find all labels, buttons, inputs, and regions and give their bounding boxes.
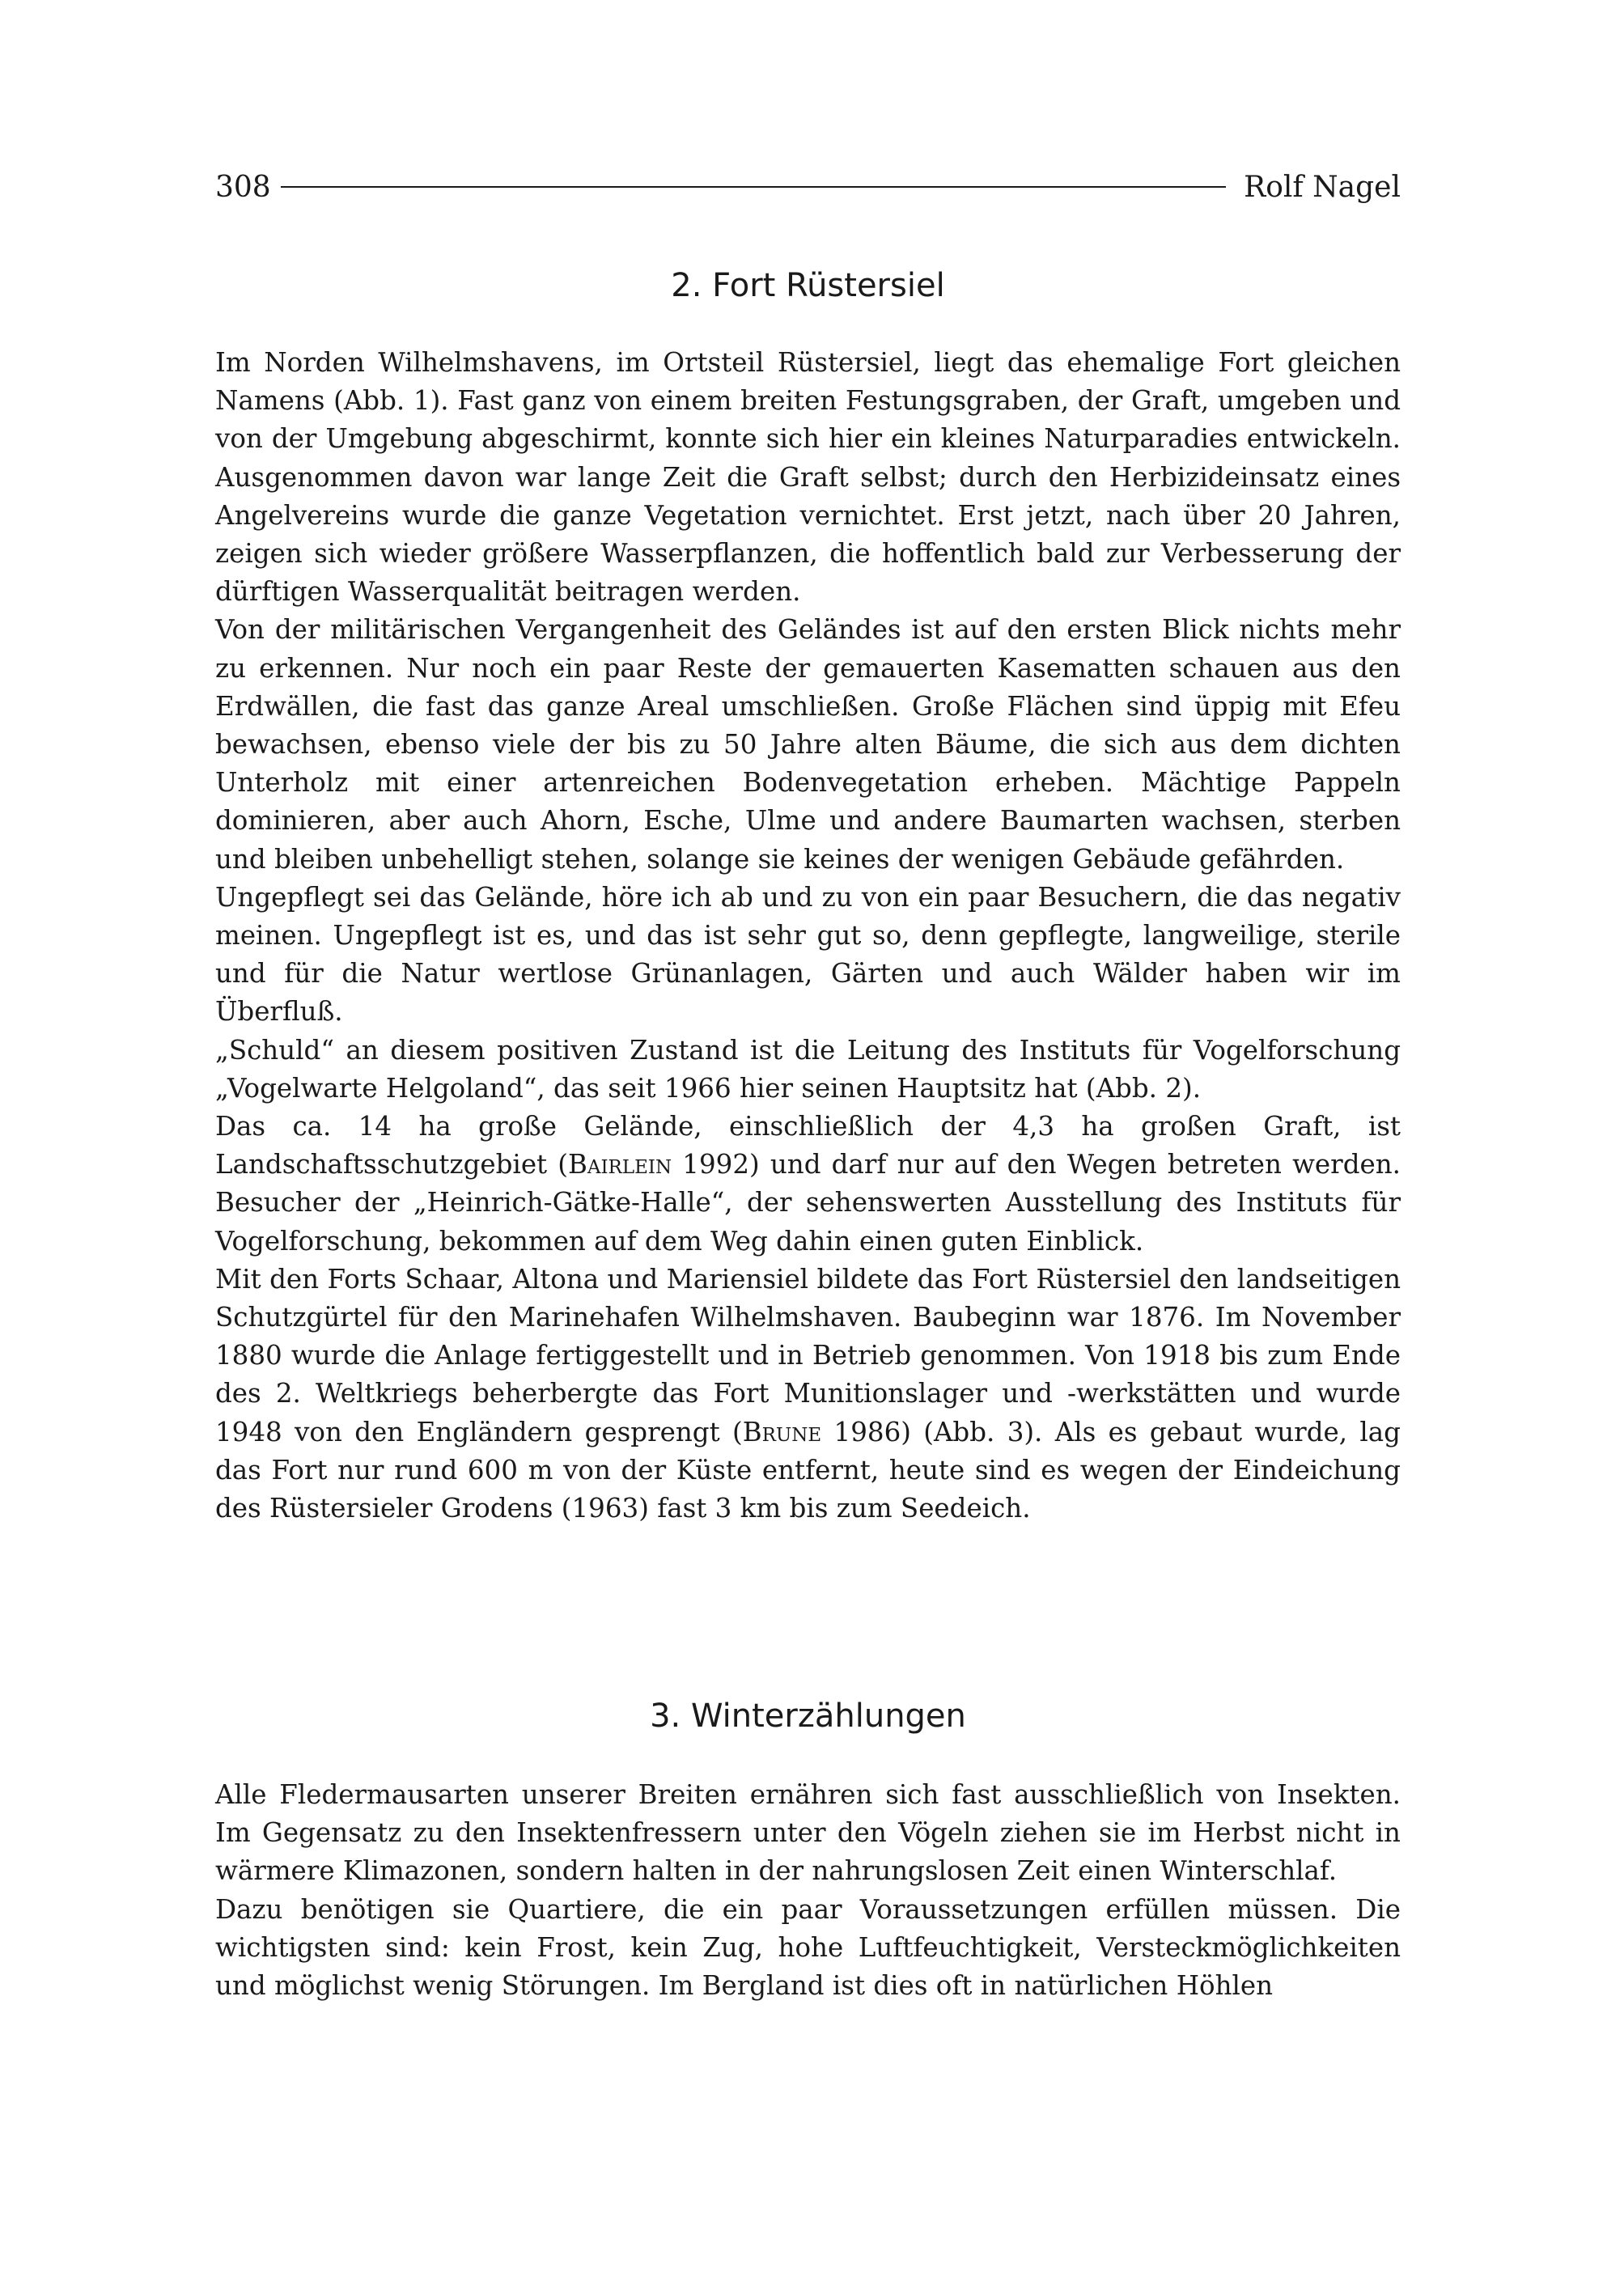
section-body-fort-ruestersiel xyxy=(215,344,1401,1528)
citation-author: Brune xyxy=(742,1416,822,1447)
paragraph: Dazu benötigen sie Quartiere, die ein paar Voraussetzungen erfüllen müssen. Die wichtigsten sind: kein Frost, kein Zug, hohe Luftfeuchtigkeit, Versteckmöglichkeiten und möglichst wenig Störungen. Im Bergland ist dies oft in natürlichen Höhlen xyxy=(215,1893,1401,2002)
author-name: Rolf Nagel xyxy=(1244,170,1401,204)
paragraph-text: Das ca. 14 ha große Gelände, einschließlich der 4,3 ha großen Graft, ist Landschaftsschutzgebiet ( xyxy=(215,1111,1401,1180)
section-heading-fort-ruestersiel: 2. Fort Rüstersiel xyxy=(671,267,945,304)
citation-author: Bairlein xyxy=(567,1149,672,1180)
paragraph-text: 1992) und darf nur auf den Wegen betreten werden. Besucher der „Heinrich-Gätke-Halle“, der sehenswerten Ausstellung des Instituts für Vogelforschung, bekommen auf dem Weg dahin einen guten Einblick. xyxy=(215,1149,1401,1257)
header-rule xyxy=(281,186,1226,188)
running-head xyxy=(215,167,1401,207)
paragraph: Alle Fledermausarten unserer Breiten ernähren sich fast ausschließlich von Insekten. Im Gegensatz zu den Insektenfressern unter den Vögeln ziehen sie im Herbst nicht in wärmere Klimazonen, sondern halten in der nahrungslosen Zeit einen Winterschlaf. xyxy=(215,1779,1401,1887)
paragraph-with-citation xyxy=(215,1108,1401,1261)
paragraph: Von der militärischen Vergangenheit des Geländes ist auf den ersten Blick nichts mehr zu erkennen. Nur noch ein paar Reste der gemauerten Kasematten schauen aus den Erdwällen, die fast das ganze Areal umschließen. Große Flächen sind üppig mit Efeu bewachsen, ebenso viele der bis zu 50 Jahre alten Bäume, die sich aus dem dichten Unterholz mit einer artenreichen Bodenvegetation erheben. Mächtige Pappeln dominieren, aber auch Ahorn, Esche, Ulme und andere Baumarten wachsen, sterben und bleiben unbehelligt stehen, solange sie keines der wenigen Gebäude gefährden. xyxy=(215,614,1401,875)
section-body-winterzaehlungen xyxy=(215,1776,1401,2005)
paragraph: Ungepflegt sei das Gelände, höre ich ab und zu von ein paar Besuchern, die das negativ meinen. Ungepflegt ist es, und das ist sehr gut so, denn gepflegte, langweilige, sterile und für die Natur wertlose Grünanlagen, Gärten und auch Wälder haben wir im Überfluß. xyxy=(215,881,1401,1028)
paragraph-text: 1986) (Abb. 3). Als es gebaut wurde, lag das Fort nur rund 600 m von der Küste entfernt, heute sind es wegen der Eindeichung des Rüstersieler Grodens (1963) fast 3 km bis zum Seedeich. xyxy=(215,1416,1401,1524)
paragraph: Im Norden Wilhelmshavens, im Ortsteil Rüstersiel, liegt das ehemalige Fort gleichen Namens (Abb. 1). Fast ganz von einem breiten Festungsgraben, der Graft, umgeben und von der Umgebung abgeschirmt, konnte sich hier ein kleines Naturparadies entwickeln. Ausgenommen davon war lange Zeit die Graft selbst; durch den Herbizideinsatz eines Angelvereins wurde die ganze Vegetation vernichtet. Erst jetzt, nach über 20 Jahren, zeigen sich wieder größere Wasserpflanzen, die hoffentlich bald zur Verbesserung der dürftigen Wasserqualität beitragen werden. xyxy=(215,347,1401,608)
page-number: 308 xyxy=(215,170,271,204)
paragraph: „Schuld“ an diesem positiven Zustand ist die Leitung des Instituts für Vogelforschung „Vogelwarte Helgoland“, das seit 1966 hier seinen Hauptsitz hat (Abb. 2). xyxy=(215,1034,1401,1104)
paragraph-text: Mit den Forts Schaar, Altona und Mariensiel bildete das Fort Rüstersiel den landseitigen Schutzgürtel für den Marinehafen Wilhelmshaven. Baubeginn war 1876. Im November 1880 wurde die Anlage fertiggestellt und in Betrieb genommen. Von 1918 bis zum Ende des 2. Weltkriegs beherbergte das Fort Munitionslager und -werkstätten und wurde 1948 von den Engländern gesprengt ( xyxy=(215,1263,1401,1447)
paragraph-with-citation xyxy=(215,1261,1401,1528)
section-heading-winterzaehlungen: 3. Winterzählungen xyxy=(650,1697,966,1735)
